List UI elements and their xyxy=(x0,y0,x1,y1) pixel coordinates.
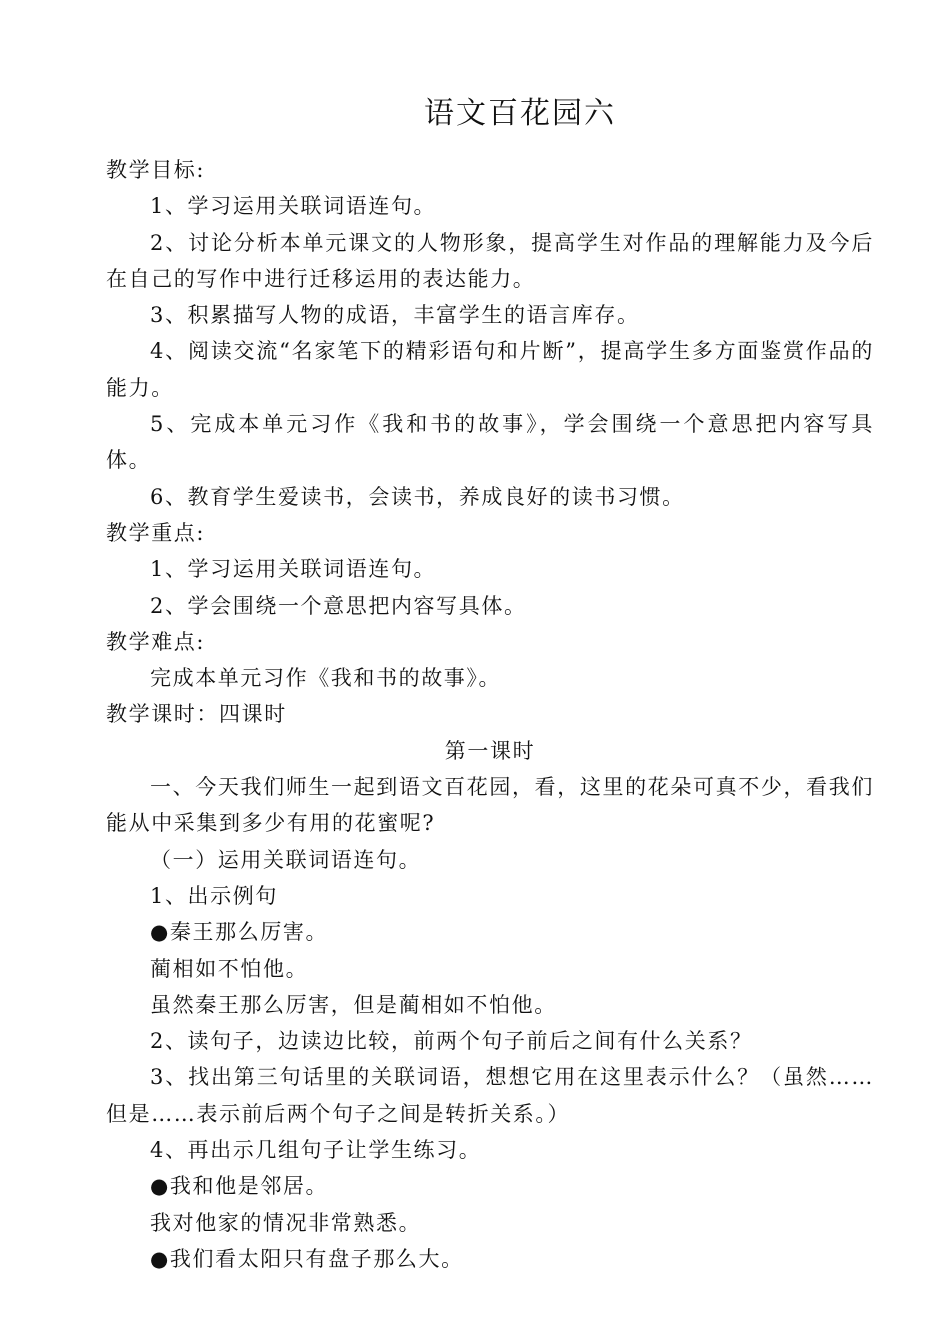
lesson-heading: 第一课时 xyxy=(444,738,536,763)
paragraph: 3、找出第三句话里的关联词语，想想它用在这里表示什么？（虽然……但是……表示前后两个句子之间是转折关系。） xyxy=(106,1065,874,1126)
key-point-item: 2、学会围绕一个意思把内容写具体。 xyxy=(150,593,527,618)
section-heading-difficulties: 教学难点: xyxy=(106,629,206,654)
difficulty-item: 完成本单元习作《我和书的故事》。 xyxy=(150,666,502,691)
paragraph: （一）运用关联词语连句。 xyxy=(150,847,422,872)
objective-item: 3、积累描写人物的成语，丰富学生的语言库存。 xyxy=(150,303,640,328)
page-title: 语文百花园六 xyxy=(424,96,616,131)
example-sentence: ●我和他是邻居。 xyxy=(150,1174,329,1199)
section-heading-objectives: 教学目标: xyxy=(106,158,206,182)
key-point-item: 1、学习运用关联词语连句。 xyxy=(150,557,437,582)
paragraph: 1、出示例句 xyxy=(150,883,278,908)
document-body xyxy=(106,152,874,1277)
objective-item: 2、讨论分析本单元课文的人物形象，提高学生对作品的理解能力及今后在自己的写作中进行迁移运用的表达能力。 xyxy=(106,230,874,291)
paragraph: 4、再出示几组句子让学生练习。 xyxy=(150,1138,482,1163)
objective-item: 5、完成本单元习作《我和书的故事》，学会围绕一个意思把内容写具体。 xyxy=(106,412,874,473)
example-sentence: ●我们看太阳只有盘子那么大。 xyxy=(150,1246,464,1271)
example-sentence: ●秦王那么厉害。 xyxy=(150,920,329,945)
objective-item: 6、教育学生爱读书，会读书，养成良好的读书习惯。 xyxy=(150,484,685,509)
paragraph: 2、读句子，边读边比较，前两个句子前后之间有什么关系？ xyxy=(150,1029,753,1054)
objective-item: 4、阅读交流“名家笔下的精彩语句和片断”，提高学生多方面鉴赏作品的能力。 xyxy=(106,339,874,400)
example-sentence: 虽然秦王那么厉害，但是蔺相如不怕他。 xyxy=(150,992,557,1017)
lesson-hours: 教学课时：四课时 xyxy=(106,702,287,727)
section-heading-key-points: 教学重点: xyxy=(106,520,206,545)
paragraph: 一、今天我们师生一起到语文百花园，看，这里的花朵可真不少，看我们能从中采集到多少有用的花蜜呢? xyxy=(106,775,874,836)
example-sentence: 我对他家的情况非常熟悉。 xyxy=(150,1210,422,1235)
objective-item: 1、学习运用关联词语连句。 xyxy=(150,194,437,219)
example-sentence: 蔺相如不怕他。 xyxy=(150,956,309,981)
